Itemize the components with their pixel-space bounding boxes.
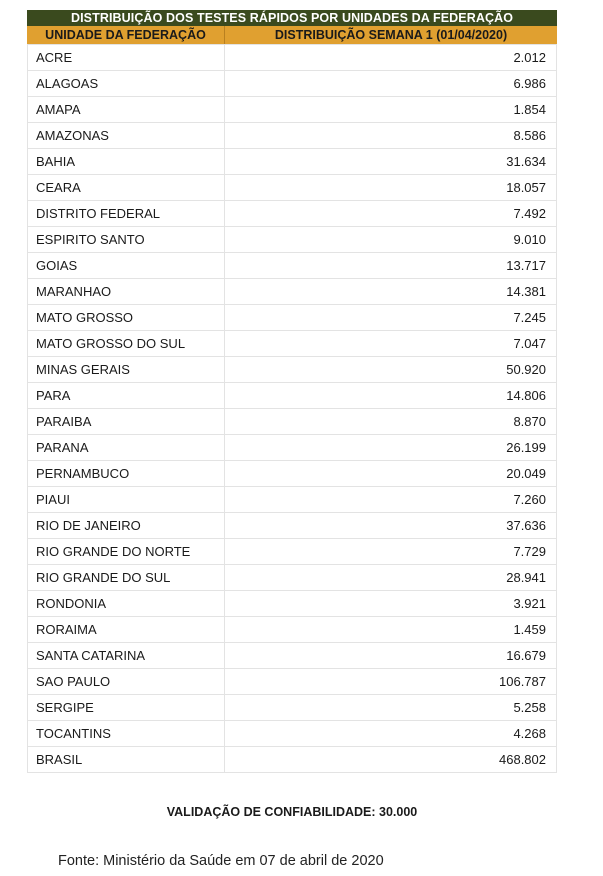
state-name-cell: TOCANTINS: [28, 721, 225, 747]
distribution-value-cell: 4.268: [225, 721, 557, 747]
validation-note: VALIDAÇÃO DE CONFIABILIDADE: 30.000: [166, 805, 418, 819]
distribution-value-cell: 18.057: [225, 175, 557, 201]
distribution-value-cell: 2.012: [225, 45, 557, 71]
table-row: [28, 123, 557, 149]
state-name-cell: PARANA: [28, 435, 225, 461]
distribution-value-cell: 8.586: [225, 123, 557, 149]
state-name-cell: MATO GROSSO DO SUL: [28, 331, 225, 357]
table-row: [28, 487, 557, 513]
table-row: [28, 383, 557, 409]
table-header: [27, 26, 557, 44]
state-name-cell: BRASIL: [28, 747, 225, 773]
distribution-value-cell: 3.921: [225, 591, 557, 617]
state-name-cell: CEARA: [28, 175, 225, 201]
table-row: [28, 721, 557, 747]
table-row: [28, 539, 557, 565]
distribution-value-cell: 13.717: [225, 253, 557, 279]
distribution-value-cell: 1.459: [225, 617, 557, 643]
distribution-value-cell: 7.260: [225, 487, 557, 513]
table-row: [28, 513, 557, 539]
distribution-value-cell: 9.010: [225, 227, 557, 253]
column-header-state: UNIDADE DA FEDERAÇÃO: [27, 26, 225, 44]
table-row: [28, 565, 557, 591]
distribution-value-cell: 1.854: [225, 97, 557, 123]
state-name-cell: RIO GRANDE DO NORTE: [28, 539, 225, 565]
table-row: [28, 305, 557, 331]
table-row: [28, 201, 557, 227]
table-row: [28, 409, 557, 435]
distribution-value-cell: 28.941: [225, 565, 557, 591]
state-name-cell: RONDONIA: [28, 591, 225, 617]
state-name-cell: ACRE: [28, 45, 225, 71]
distribution-value-cell: 106.787: [225, 669, 557, 695]
table-row: [28, 669, 557, 695]
state-name-cell: BAHIA: [28, 149, 225, 175]
table-row: [28, 591, 557, 617]
table-body: [27, 44, 557, 773]
distribution-value-cell: 7.245: [225, 305, 557, 331]
distribution-value-cell: 14.381: [225, 279, 557, 305]
distribution-value-cell: 31.634: [225, 149, 557, 175]
table-row: [28, 747, 557, 773]
distribution-value-cell: 50.920: [225, 357, 557, 383]
table-row: [28, 435, 557, 461]
distribution-value-cell: 37.636: [225, 513, 557, 539]
state-name-cell: MINAS GERAIS: [28, 357, 225, 383]
table-row: [28, 357, 557, 383]
table-row: [28, 97, 557, 123]
table-row: [28, 149, 557, 175]
state-name-cell: MARANHAO: [28, 279, 225, 305]
state-name-cell: PERNAMBUCO: [28, 461, 225, 487]
state-name-cell: RORAIMA: [28, 617, 225, 643]
state-name-cell: PARAIBA: [28, 409, 225, 435]
table-row: [28, 279, 557, 305]
distribution-value-cell: 7.047: [225, 331, 557, 357]
state-name-cell: RIO DE JANEIRO: [28, 513, 225, 539]
state-name-cell: AMAZONAS: [28, 123, 225, 149]
state-name-cell: ESPIRITO SANTO: [28, 227, 225, 253]
table-row: [28, 175, 557, 201]
state-name-cell: DISTRITO FEDERAL: [28, 201, 225, 227]
distribution-value-cell: 7.729: [225, 539, 557, 565]
table-row: [28, 253, 557, 279]
state-name-cell: SANTA CATARINA: [28, 643, 225, 669]
table-row: [28, 617, 557, 643]
state-name-cell: RIO GRANDE DO SUL: [28, 565, 225, 591]
distribution-value-cell: 8.870: [225, 409, 557, 435]
table-row: [28, 461, 557, 487]
table-title: DISTRIBUIÇÃO DOS TESTES RÁPIDOS POR UNIDADES DA FEDERAÇÃO: [27, 10, 557, 26]
distribution-value-cell: 16.679: [225, 643, 557, 669]
table-row: [28, 45, 557, 71]
distribution-value-cell: 5.258: [225, 695, 557, 721]
table-row: [28, 695, 557, 721]
distribution-value-cell: 26.199: [225, 435, 557, 461]
state-name-cell: GOIAS: [28, 253, 225, 279]
column-header-distribution: DISTRIBUIÇÃO SEMANA 1 (01/04/2020): [274, 28, 508, 42]
distribution-table: [27, 10, 557, 773]
distribution-value-cell: 6.986: [225, 71, 557, 97]
distribution-value-cell: 7.492: [225, 201, 557, 227]
state-name-cell: SERGIPE: [28, 695, 225, 721]
table-row: [28, 643, 557, 669]
state-name-cell: ALAGOAS: [28, 71, 225, 97]
distribution-value-cell: 468.802: [225, 747, 557, 773]
state-name-cell: SAO PAULO: [28, 669, 225, 695]
state-name-cell: AMAPA: [28, 97, 225, 123]
table-row: [28, 71, 557, 97]
distribution-value-cell: 14.806: [225, 383, 557, 409]
state-name-cell: PARA: [28, 383, 225, 409]
distribution-value-cell: 20.049: [225, 461, 557, 487]
table-row: [28, 331, 557, 357]
state-name-cell: PIAUI: [28, 487, 225, 513]
table-row: [28, 227, 557, 253]
source-caption: Fonte: Ministério da Saúde em 07 de abril de 2020: [58, 853, 384, 869]
state-name-cell: MATO GROSSO: [28, 305, 225, 331]
